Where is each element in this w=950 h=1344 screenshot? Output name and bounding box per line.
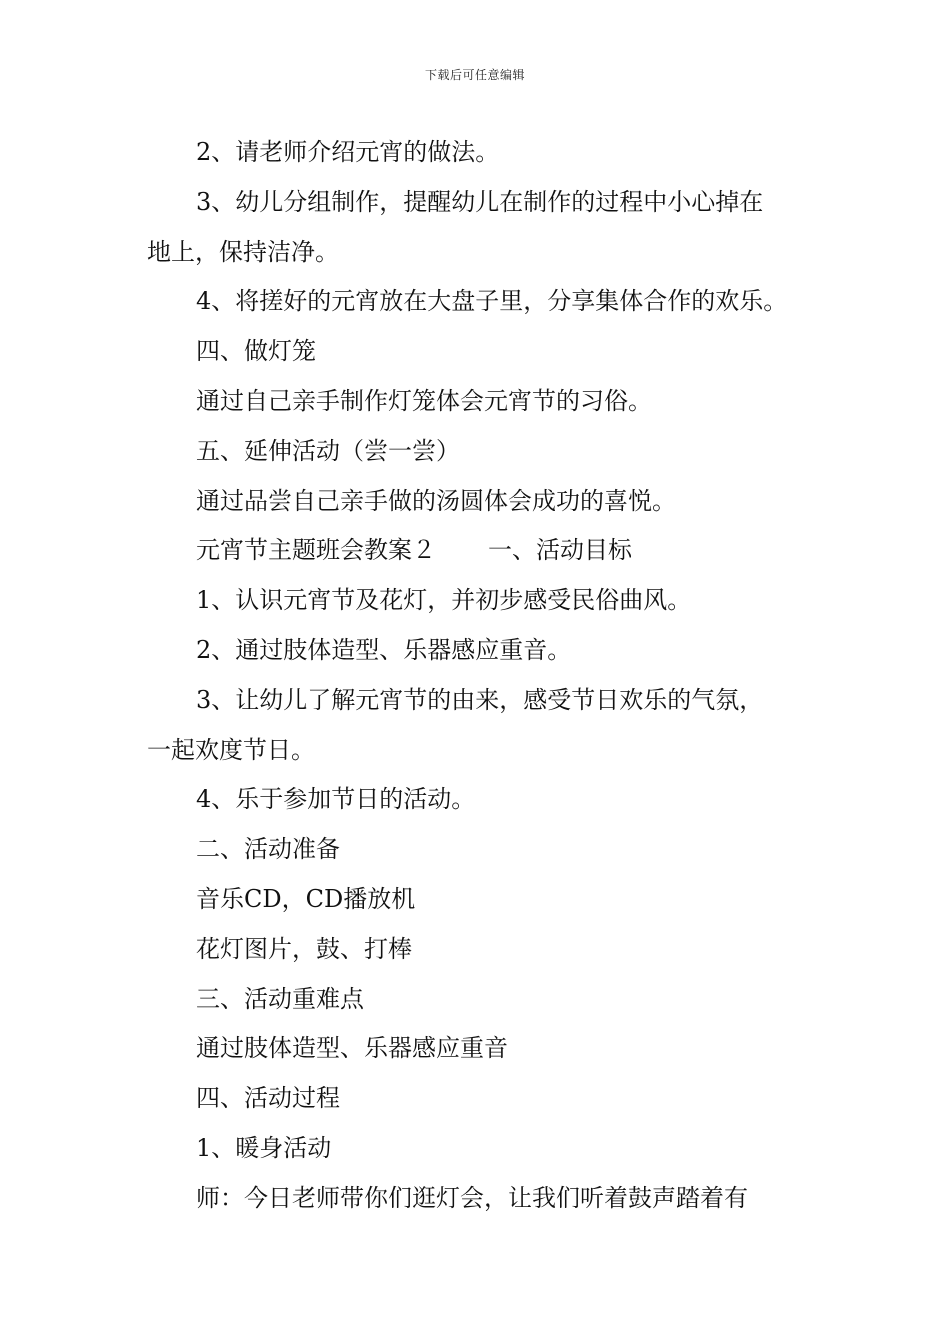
document-title-line [147,526,812,576]
paragraph-line: 1、暖身活动 [196,1133,332,1162]
section-heading: 五、延伸活动（尝一尝） [196,436,460,465]
paragraph-line: 4、将搓好的元宵放在大盘子里，分享集体合作的欢乐。 [196,287,788,316]
page-header-note: 下载后可任意编辑 [424,68,525,82]
paragraph-line: 一起欢度节日。 [147,735,315,764]
paragraph-line: 2、请老师介绍元宵的做法。 [196,138,500,166]
paragraph-line: 地上，保持洁净。 [147,237,339,266]
paragraph-line: 3、幼儿分组制作，提醒幼儿在制作的过程中小心掉在 [196,187,764,216]
paragraph-line: 3、让幼儿了解元宵节的由来，感受节日欢乐的气氛， [196,685,764,714]
section-heading: 一、活动目标 [488,536,632,565]
paragraph-line: 通过品尝自己亲手做的汤圆体会成功的喜悦。 [196,486,676,515]
paragraph-line: 4、乐于参加节日的活动。 [196,785,476,814]
section-heading: 四、做灯笼 [196,337,316,366]
paragraph-line: 1、认识元宵节及花灯，并初步感受民俗曲风。 [196,586,692,615]
document-title: 元宵节主题班会教案２ [196,536,436,565]
paragraph-line: 花灯图片，鼓、打棒 [196,934,412,963]
paragraph-line: 通过自己亲手制作灯笼体会元宵节的习俗。 [196,386,652,415]
paragraph-line: 师：今日老师带你们逛灯会，让我们听着鼓声踏着有 [196,1183,748,1212]
document-body [147,128,812,1224]
paragraph-line: 音乐CD，CD播放机 [196,884,416,913]
section-heading: 三、活动重难点 [196,984,364,1013]
paragraph-line: 通过肢体造型、乐器感应重音 [196,1034,508,1063]
paragraph-line: 2、通过肢体造型、乐器感应重音。 [196,635,572,664]
section-heading: 四、活动过程 [196,1084,340,1113]
section-heading: 二、活动准备 [196,835,340,864]
